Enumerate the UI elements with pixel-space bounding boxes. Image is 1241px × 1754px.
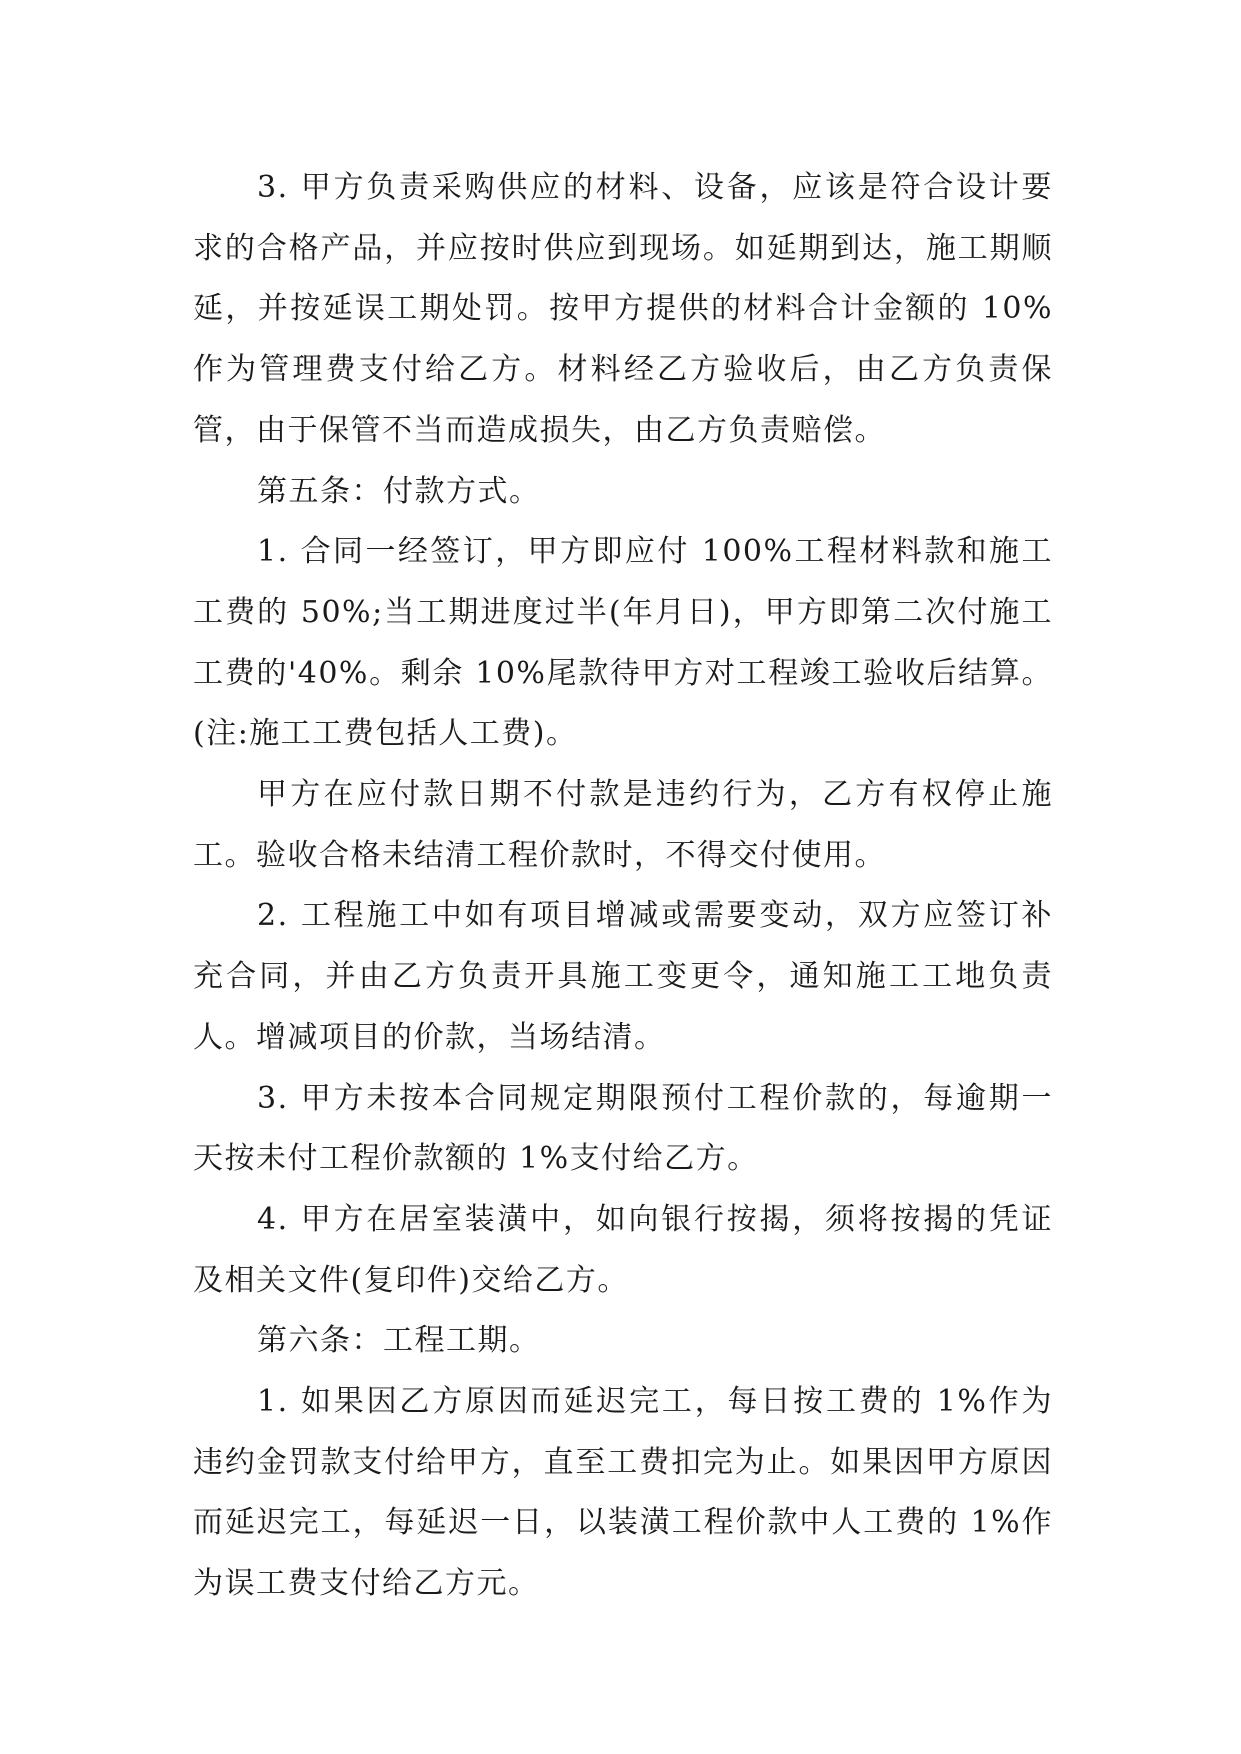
section-heading-payment: 第五条：付款方式。: [257, 473, 541, 509]
paragraph-delay-penalty: 1. 如果因乙方原因而延迟完工，每日按工费的 1%作为违约金罚款支付给甲方，直至工费扣完为止。如果因甲方原因而延迟完工，每延迟一日，以装潢工程价款中人工费的 1%作为误工费支付给乙方元。: [193, 1384, 1053, 1602]
paragraph-material-supply: 3. 甲方负责采购供应的材料、设备，应该是符合设计要求的合格产品，并应按时供应到现场。如延期到达，施工期顺延，并按延误工期处罚。按甲方提供的材料合计金额的 10%作为管理费支付给乙方。材料经乙方验收后，由乙方负责保管，由于保管不当而造成损失，由乙方负责赔偿。: [193, 170, 1053, 448]
paragraph-late-payment: 甲方在应付款日期不付款是违约行为，乙方有权停止施工。验收合格未结清工程价款时，不得交付使用。: [193, 777, 1053, 873]
paragraph-payment-schedule: 1. 合同一经签订，甲方即应付 100%工程材料款和施工工费的 50%;当工期进度过半(年月日)，甲方即第二次付施工工费的'40%。剩余 10%尾款待甲方对工程竣工验收后结算。(注:施工工费包括人工费)。: [193, 534, 1053, 752]
paragraph-overdue-penalty: 3. 甲方未按本合同规定期限预付工程价款的，每逾期一天按未付工程价款额的 1%支付给乙方。: [193, 1080, 1053, 1177]
section-heading-schedule: 第六条：工程工期。: [257, 1323, 541, 1359]
paragraph-project-changes: 2. 工程施工中如有项目增减或需要变动，双方应签订补充合同，并由乙方负责开具施工变更令，通知施工工地负责人。增减项目的价款，当场结清。: [193, 898, 1053, 1055]
document-body: [193, 158, 1053, 1615]
paragraph-mortgage-documents: 4. 甲方在居室装潢中，如向银行按揭，须将按揭的凭证及相关文件(复印件)交给乙方。: [193, 1201, 1053, 1298]
